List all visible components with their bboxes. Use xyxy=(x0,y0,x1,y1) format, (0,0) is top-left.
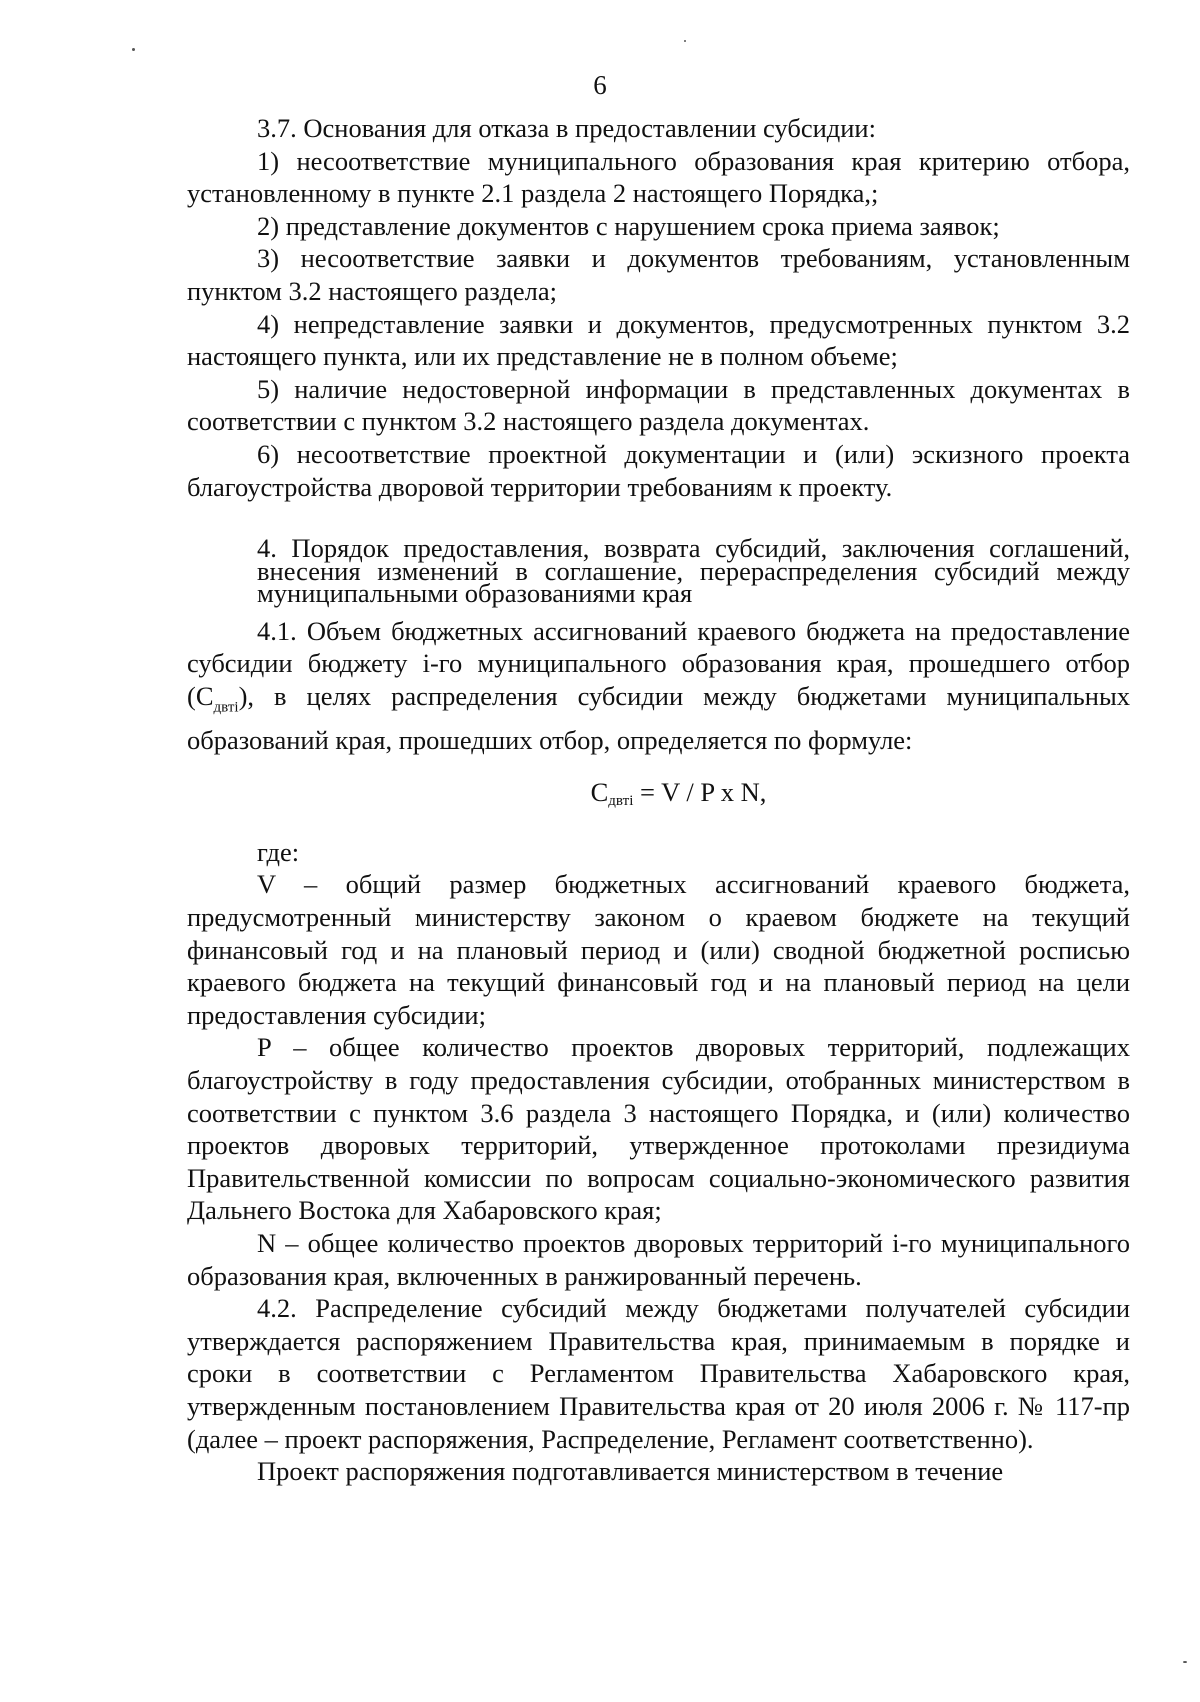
refusal-item-1: 1) несоответствие муниципального образования края критерию отбора, установленному в пункте 2.1 раздела 2 настоящего Порядка,; xyxy=(187,145,1130,209)
refusal-item-2: 2) представление документов с нарушением срока приема заявок; xyxy=(257,210,1000,241)
formula-symbol: С xyxy=(590,777,609,808)
scan-speck xyxy=(132,48,135,51)
scan-speck xyxy=(684,40,686,42)
formula xyxy=(187,776,1130,818)
scan-speck xyxy=(1183,1661,1187,1663)
section-3-7-title: 3.7. Основания для отказа в предоставлении субсидии: xyxy=(257,113,876,143)
paragraph-4-1 xyxy=(187,615,1130,757)
refusal-item-5: 5) наличие недостоверной информации в представленных документах в соответствии с пунктом 3.2 настоящего раздела документах. xyxy=(187,373,1130,437)
formula-expression: = V / P x N, xyxy=(633,777,767,808)
paragraph-4-1-text-end: ), в целях распределения субсидии между бюджетами муниципальных образований края, прошедших отбор, определяется по формуле: xyxy=(187,680,1130,755)
refusal-item-4: 4) непредставление заявки и документов, предусмотренных пунктом 3.2 настоящего пункта, или их представление не в полном объеме; xyxy=(187,308,1130,372)
formula-subscript: двтi xyxy=(608,793,634,810)
where-label: где: xyxy=(257,836,300,867)
paragraph-4-1-subscript: двтi xyxy=(213,699,239,716)
section-4-heading: 4. Порядок предоставления, возврата субсидий, заключения соглашений, внесения изменений в соглашение, перераспределения субсидий между муниципальными образованиями края xyxy=(257,533,1130,609)
refusal-item-6: 6) несоответствие проектной документации и (или) эскизного проекта благоустройства дворовой территории требованиям к проекту. xyxy=(187,438,1130,502)
refusal-item-3: 3) несоответствие заявки и документов требованиям, установленным пунктом 3.2 настоящего раздела; xyxy=(187,243,1130,306)
page-number: 6 xyxy=(593,70,607,100)
paragraph-4-1-text: 4.1. Объем бюджетных ассигнований краевого бюджета на предоставление субсидии бюджету i-го муниципального образования края, прошедшего отбор (С xyxy=(187,615,1130,711)
paragraph-last: Проект распоряжения подготавливается министерством в течение xyxy=(257,1456,1004,1487)
document-body xyxy=(187,112,1130,1488)
paragraph-4-2: 4.2. Распределение субсидий между бюджетами получателей субсидии утверждается распоряжением Правительства края, принимаемым в порядке и сроки в соответствии с Регламентом Правительства Хабаровского края, утвержденным постановлением Правительства края от 20 июля 2006 г. № 117-пр (далее – проект распоряжения, Распределение, Регламент соответственно). xyxy=(187,1293,1130,1454)
definition-n: N – общее количество проектов дворовых территорий i-го муниципального образования края, включенных в ранжированный перечень. xyxy=(187,1228,1130,1291)
definition-p: P – общее количество проектов дворовых территорий, подлежащих благоустройству в году предоставления субсидии, отобранных министерством в соответствии с пунктом 3.6 раздела 3 настоящего Порядка, и (или) количество проектов дворовых территорий, утвержденное протоколами президиума Правительственной комиссии по вопросам социально-экономического развития Дальнего Востока для Хабаровского края; xyxy=(187,1032,1130,1226)
definition-v: V – общий размер бюджетных ассигнований краевого бюджета, предусмотренный министерству законом о краевом бюджете на текущий финансовый год и на плановый период и (или) сводной бюджетной росписью краевого бюджета на текущий финансовый год и на плановый период на цели предоставления субсидии; xyxy=(187,869,1130,1030)
